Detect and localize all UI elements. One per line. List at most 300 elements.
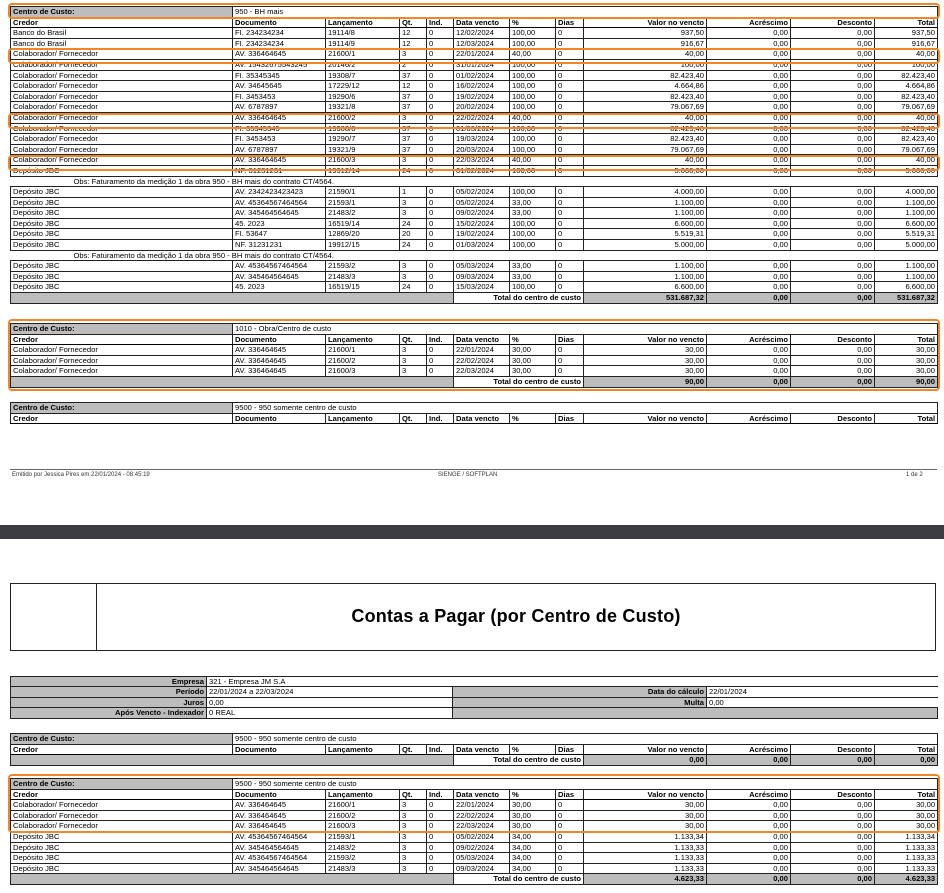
table-cell: 33,00 (510, 197, 556, 208)
table-row (11, 821, 938, 832)
table-cell: 21600/1 (326, 345, 400, 356)
table-cell: 0,00 (707, 355, 791, 366)
table-cell: Depósito JBC (11, 197, 233, 208)
table-cell: 30,00 (584, 821, 707, 832)
cost-center-label: Centro de Custo: (11, 7, 233, 18)
total-value: 4.623,33 (584, 874, 707, 885)
table-cell: 79.067,69 (875, 102, 938, 113)
table-cell: 0,00 (707, 134, 791, 145)
table-cell: AV. 45364567464564 (233, 831, 326, 842)
cost-center-name: 950 - BH mais (233, 7, 938, 18)
table-cell: 37 (400, 123, 427, 134)
table-cell: 6.600,00 (584, 218, 707, 229)
column-header: Dias (556, 17, 584, 28)
table-cell: 0,00 (707, 282, 791, 293)
table-cell: 0,00 (707, 229, 791, 240)
total-filler (11, 376, 454, 387)
data-calculo-label: Data do cálculo (453, 687, 707, 697)
column-header: Valor no vencto (584, 334, 707, 345)
table-cell: 17229/12 (326, 81, 400, 92)
table-cell: 21483/2 (326, 842, 400, 853)
column-header: Dias (556, 413, 584, 424)
table-cell: 34,00 (510, 863, 556, 874)
table-cell: AV. 45364567464564 (233, 261, 326, 272)
cost-center-950-body (11, 7, 938, 304)
table-cell: 12 (400, 81, 427, 92)
column-header: Total (875, 789, 938, 800)
table-cell: 45. 2023 (233, 282, 326, 293)
table-cell: 0,00 (791, 112, 875, 123)
column-header: Acréscimo (707, 413, 791, 424)
footer-emitted: Emitido por Jessica Pires em 22/01/2024 - 08:45:19 (12, 472, 150, 478)
table-cell: 79.067,69 (584, 102, 707, 113)
cost-center-name: 9500 - 950 somente centro de custo (233, 403, 938, 414)
cost-center-header (11, 7, 938, 18)
table-cell: FI. 3453453 (233, 134, 326, 145)
table-cell: Colaborador/ Fornecedor (11, 49, 233, 60)
table-cell: 0,00 (791, 81, 875, 92)
table-cell: 0 (427, 863, 454, 874)
table-cell: 0 (427, 102, 454, 113)
table-cell: 0,00 (707, 49, 791, 60)
table-cell: 5.000,00 (584, 165, 707, 176)
table-cell: 01/03/2024 (454, 123, 510, 134)
table-cell: 0,00 (791, 70, 875, 81)
column-header: Total (875, 17, 938, 28)
table-cell: 05/02/2024 (454, 197, 510, 208)
column-header: Credor (11, 744, 233, 755)
table-cell: 0 (556, 197, 584, 208)
column-header: Valor no vencto (584, 413, 707, 424)
table-cell: 05/03/2024 (454, 853, 510, 864)
table-row (11, 355, 938, 366)
total-value: 0,00 (584, 755, 707, 766)
table-cell: 0 (556, 366, 584, 377)
table-row (11, 165, 938, 176)
column-header: Desconto (791, 17, 875, 28)
table-cell: Colaborador/ Fornecedor (11, 810, 233, 821)
table-cell: 0 (556, 155, 584, 166)
observation-text: Obs: Faturamento da medição 1 da obra 950 - BH mais do contrato CT/4564. (11, 176, 938, 187)
column-header: Total (875, 744, 938, 755)
table-cell: 1.133,33 (584, 853, 707, 864)
page-separator (0, 525, 944, 539)
table-cell: 0 (556, 165, 584, 176)
column-header: Lançamento (326, 413, 400, 424)
table-cell: Depósito JBC (11, 187, 233, 198)
table-cell: 0,00 (791, 810, 875, 821)
table-cell: 0 (556, 187, 584, 198)
table-cell: 0,00 (791, 229, 875, 240)
column-header: Desconto (791, 789, 875, 800)
table-cell: 19912/15 (326, 240, 400, 251)
table-cell: 3 (400, 112, 427, 123)
table-cell: 4.664,86 (584, 81, 707, 92)
table-cell: 30,00 (584, 800, 707, 811)
table-cell: Depósito JBC (11, 218, 233, 229)
table-cell: 0,00 (707, 112, 791, 123)
table-cell: 0 (427, 810, 454, 821)
column-header: Credor (11, 334, 233, 345)
table-cell: 33,00 (510, 261, 556, 272)
table-cell: 40,00 (584, 112, 707, 123)
table-cell: 3 (400, 831, 427, 842)
table-cell: 40,00 (510, 155, 556, 166)
table-cell: 0 (427, 261, 454, 272)
table-cell: 82.423,40 (584, 134, 707, 145)
table-cell: 01/02/2024 (454, 70, 510, 81)
table-cell: 4.664,86 (875, 81, 938, 92)
table-cell: 0,00 (791, 355, 875, 366)
footer-page-number: 1 de 2 (906, 472, 923, 478)
table-cell: 82.423,40 (584, 91, 707, 102)
table-cell: 19290/7 (326, 134, 400, 145)
table-cell: Depósito JBC (11, 165, 233, 176)
table-cell: 82.423,40 (875, 70, 938, 81)
empresa-value: 321 - Empresa JM S.A (207, 677, 938, 687)
table-cell: Colaborador/ Fornecedor (11, 70, 233, 81)
table-cell: 22/02/2024 (454, 355, 510, 366)
table-cell: 40,00 (584, 155, 707, 166)
table-cell: 19/03/2024 (454, 134, 510, 145)
column-header: Acréscimo (707, 744, 791, 755)
column-header: Total (875, 334, 938, 345)
table-cell: 79.067,69 (875, 144, 938, 155)
column-header: Ind. (427, 413, 454, 424)
table-cell: 0,00 (707, 366, 791, 377)
table-cell: 16/02/2024 (454, 81, 510, 92)
table-cell: 3 (400, 155, 427, 166)
total-filler (11, 755, 454, 766)
table-cell: Colaborador/ Fornecedor (11, 81, 233, 92)
table-cell: Depósito JBC (11, 853, 233, 864)
table-cell: 79.067,69 (584, 144, 707, 155)
table-cell: 0 (556, 800, 584, 811)
table-cell: 0 (427, 81, 454, 92)
table-cell: 0,00 (707, 842, 791, 853)
table-cell: 0,00 (791, 831, 875, 842)
table-cell: 21483/2 (326, 208, 400, 219)
table-cell: 6.600,00 (875, 218, 938, 229)
table-cell: 0,00 (707, 240, 791, 251)
table-cell: 1.133,33 (584, 842, 707, 853)
table-cell: AV. 336464645 (233, 800, 326, 811)
table-cell: AV. 336464645 (233, 355, 326, 366)
table-cell: 100,00 (875, 59, 938, 70)
table-cell: 19/02/2024 (454, 91, 510, 102)
cost-center-table-950 (10, 6, 938, 304)
table-cell: 3 (400, 271, 427, 282)
table-cell: 0 (427, 112, 454, 123)
total-row (11, 755, 938, 766)
table-cell: 0 (427, 282, 454, 293)
table-cell: 0 (427, 144, 454, 155)
table-cell: 100,00 (510, 102, 556, 113)
table-cell: AV. 34645645 (233, 81, 326, 92)
indexador-label: Após Vencto - Indexador (11, 708, 207, 718)
table-cell: 20 (400, 229, 427, 240)
table-cell: 0,00 (791, 28, 875, 39)
table-cell: 6.600,00 (875, 282, 938, 293)
table-cell: 15/03/2024 (454, 282, 510, 293)
table-cell: Colaborador/ Fornecedor (11, 134, 233, 145)
table-cell: 37 (400, 91, 427, 102)
table-cell: 0,00 (707, 831, 791, 842)
cost-center-header (11, 403, 938, 414)
table-cell: 19114/9 (326, 38, 400, 49)
table-cell: AV. 2342423423423 (233, 187, 326, 198)
table-cell: 0,00 (791, 38, 875, 49)
table-cell: 05/03/2024 (454, 261, 510, 272)
table-row (11, 218, 938, 229)
table-cell: 20146/2 (326, 59, 400, 70)
table-cell: Colaborador/ Fornecedor (11, 821, 233, 832)
table-row (11, 366, 938, 377)
cost-center-9500-b-body (11, 779, 938, 885)
table-cell: 0,00 (707, 102, 791, 113)
table-row (11, 134, 938, 145)
table-cell: 0,00 (791, 282, 875, 293)
table-cell: 3 (400, 345, 427, 356)
table-cell: 22/03/2024 (454, 366, 510, 377)
table-cell: 0,00 (707, 853, 791, 864)
table-cell: 100,00 (510, 165, 556, 176)
table-cell: FI. 234234234 (233, 28, 326, 39)
table-cell: FI. 35345345 (233, 123, 326, 134)
column-header: Qt. (400, 789, 427, 800)
table-cell: 0,00 (791, 91, 875, 102)
table-cell: 0 (427, 165, 454, 176)
table-cell: 21593/1 (326, 197, 400, 208)
table-cell: Colaborador/ Fornecedor (11, 102, 233, 113)
table-cell: 100,00 (510, 91, 556, 102)
table-cell: Colaborador/ Fornecedor (11, 355, 233, 366)
table-cell: 0,00 (707, 81, 791, 92)
table-cell: 22/02/2024 (454, 810, 510, 821)
table-cell: 100,00 (510, 123, 556, 134)
observation-row (11, 176, 938, 187)
table-row (11, 49, 938, 60)
cost-center-header (11, 324, 938, 335)
table-cell: 21593/1 (326, 831, 400, 842)
table-cell: 0,00 (791, 208, 875, 219)
report-title: Contas a Pagar (por Centro de Custo) (351, 606, 681, 626)
table-cell: 30,00 (510, 345, 556, 356)
table-cell: 916,67 (584, 38, 707, 49)
cost-center-header (11, 779, 938, 790)
table-cell: 21600/3 (326, 366, 400, 377)
column-header: Qt. (400, 744, 427, 755)
table-cell: 30,00 (875, 821, 938, 832)
table-row (11, 282, 938, 293)
table-cell: 0,00 (707, 345, 791, 356)
table-cell: 0,00 (791, 366, 875, 377)
column-header: Ind. (427, 744, 454, 755)
column-header: Documento (233, 17, 326, 28)
table-row (11, 59, 938, 70)
table-cell: 82.423,40 (875, 91, 938, 102)
table-row (11, 70, 938, 81)
table-cell: AV. 45364567464564 (233, 197, 326, 208)
table-cell: 100,00 (510, 28, 556, 39)
table-row (11, 208, 938, 219)
table-cell: 100,00 (510, 282, 556, 293)
total-value: 531.687,32 (584, 293, 707, 304)
column-header: Credor (11, 17, 233, 28)
table-cell: Banco do Brasil (11, 28, 233, 39)
table-cell: AV. 6787897 (233, 102, 326, 113)
table-cell: 3 (400, 49, 427, 60)
table-cell: Depósito JBC (11, 261, 233, 272)
table-cell: AV. 6787897 (233, 144, 326, 155)
cost-center-label: Centro de Custo: (11, 403, 233, 414)
total-label: Total do centro de custo (454, 755, 584, 766)
table-cell: 0 (427, 208, 454, 219)
table-cell: 01/03/2024 (454, 240, 510, 251)
table-cell: 0,00 (707, 155, 791, 166)
table-cell: 0,00 (791, 261, 875, 272)
column-header: Data vencto (454, 744, 510, 755)
column-header: Lançamento (326, 789, 400, 800)
column-header-row (11, 413, 938, 424)
table-cell: 16519/15 (326, 282, 400, 293)
table-cell: 0,00 (791, 345, 875, 356)
table-cell: 100,00 (584, 59, 707, 70)
table-cell: 1.100,00 (875, 197, 938, 208)
table-cell: 0 (556, 271, 584, 282)
table-cell: 0,00 (707, 123, 791, 134)
table-cell: 0 (556, 91, 584, 102)
total-value: 0,00 (707, 376, 791, 387)
table-cell: 21600/3 (326, 155, 400, 166)
logo-placeholder (11, 584, 97, 650)
table-row (11, 800, 938, 811)
table-cell: 21600/2 (326, 355, 400, 366)
column-header-row (11, 744, 938, 755)
cost-center-table-9500 (10, 402, 938, 424)
table-cell: 40,00 (510, 112, 556, 123)
table-cell: 0,00 (791, 218, 875, 229)
table-cell: 1.100,00 (875, 271, 938, 282)
table-cell: Depósito JBC (11, 208, 233, 219)
total-value: 0,00 (791, 293, 875, 304)
table-cell: 0 (427, 38, 454, 49)
table-cell: 30,00 (510, 355, 556, 366)
table-cell: Colaborador/ Fornecedor (11, 800, 233, 811)
table-cell: Colaborador/ Fornecedor (11, 155, 233, 166)
column-header: Data vencto (454, 789, 510, 800)
table-row (11, 155, 938, 166)
table-cell: 100,00 (510, 144, 556, 155)
table-cell: 0,00 (707, 28, 791, 39)
table-cell: 0,00 (707, 208, 791, 219)
table-cell: 1.133,33 (584, 863, 707, 874)
table-cell: 1.133,33 (875, 842, 938, 853)
table-cell: 1.133,33 (875, 853, 938, 864)
table-cell: 34,00 (510, 831, 556, 842)
table-cell: 2 (400, 59, 427, 70)
table-cell: 0 (556, 102, 584, 113)
table-cell: 0 (427, 842, 454, 853)
table-cell: 20/03/2024 (454, 144, 510, 155)
column-header: Data vencto (454, 17, 510, 28)
table-cell: FI. 53647 (233, 229, 326, 240)
table-cell: 0,00 (791, 240, 875, 251)
table-cell: 0 (556, 59, 584, 70)
table-row (11, 271, 938, 282)
table-cell: 01/02/2024 (454, 165, 510, 176)
table-cell: 0,00 (707, 91, 791, 102)
table-cell: 0 (427, 70, 454, 81)
table-cell: Depósito JBC (11, 842, 233, 853)
table-cell: 0,00 (707, 261, 791, 272)
table-cell: 3 (400, 821, 427, 832)
column-header: % (510, 789, 556, 800)
table-cell: 0 (427, 831, 454, 842)
cost-center-table-9500-b (10, 778, 938, 885)
table-cell: 3 (400, 863, 427, 874)
table-cell: 40,00 (875, 49, 938, 60)
table-cell: 12 (400, 38, 427, 49)
table-cell: 5.000,00 (875, 240, 938, 251)
table-cell: 82.423,40 (875, 123, 938, 134)
column-header: % (510, 334, 556, 345)
column-header: % (510, 17, 556, 28)
total-row (11, 874, 938, 885)
table-cell: 100,00 (510, 229, 556, 240)
table-cell: 24 (400, 282, 427, 293)
table-cell: 0,00 (791, 863, 875, 874)
table-cell: 4.000,00 (875, 187, 938, 198)
table-cell: 5.519,31 (584, 229, 707, 240)
total-value: 0,00 (875, 755, 938, 766)
total-row (11, 293, 938, 304)
table-cell: 100,00 (510, 38, 556, 49)
table-cell: AV. 345464564645 (233, 208, 326, 219)
table-cell: AV. 336464645 (233, 49, 326, 60)
table-cell: 0,00 (707, 38, 791, 49)
param-filler (453, 708, 938, 718)
column-header: Valor no vencto (584, 744, 707, 755)
table-cell: 0 (556, 355, 584, 366)
column-header-row (11, 334, 938, 345)
table-cell: 0,00 (791, 165, 875, 176)
table-cell: 3 (400, 208, 427, 219)
table-cell: 09/03/2024 (454, 271, 510, 282)
table-cell: AV. 345464564645 (233, 863, 326, 874)
table-cell: 0,00 (707, 271, 791, 282)
table-cell: 0 (427, 345, 454, 356)
total-value: 0,00 (707, 874, 791, 885)
table-cell: 0,00 (791, 853, 875, 864)
table-cell: Banco do Brasil (11, 38, 233, 49)
column-header: Acréscimo (707, 789, 791, 800)
table-cell: 09/02/2024 (454, 208, 510, 219)
table-cell: 40,00 (875, 155, 938, 166)
table-cell: 82.423,40 (584, 123, 707, 134)
table-cell: 30,00 (875, 355, 938, 366)
table-cell: 3 (400, 800, 427, 811)
table-row (11, 863, 938, 874)
column-header: Desconto (791, 413, 875, 424)
column-header: % (510, 744, 556, 755)
empresa-label: Empresa (11, 677, 207, 687)
table-cell: 6.600,00 (584, 282, 707, 293)
table-cell: 31/01/2024 (454, 59, 510, 70)
data-calculo-value: 22/01/2024 (707, 687, 938, 697)
table-cell: 0,00 (707, 59, 791, 70)
cost-center-label: Centro de Custo: (11, 734, 233, 745)
